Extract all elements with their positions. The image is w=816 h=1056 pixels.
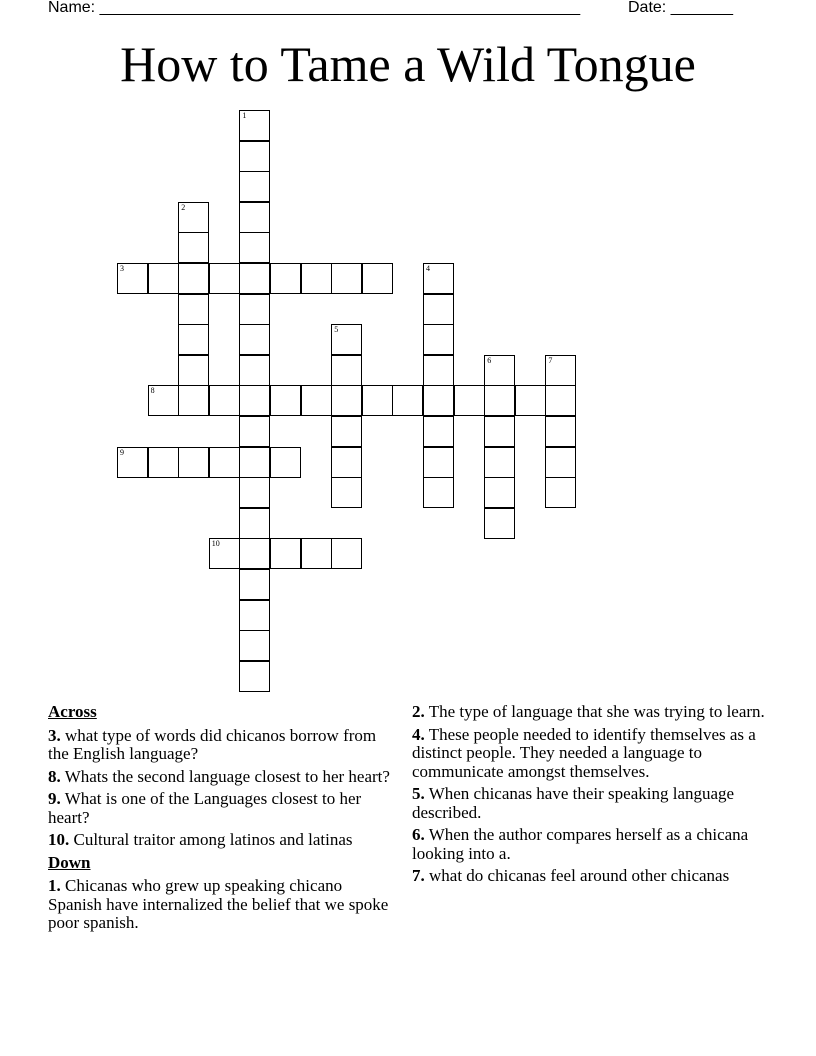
clue-across-8: 8. Whats the second language closest to her heart?: [48, 766, 390, 786]
crossword-cell[interactable]: [239, 324, 270, 355]
clue-number: 9: [120, 447, 124, 457]
crossword-cell[interactable]: [239, 141, 270, 172]
clue-across-10: 10. Cultural traitor among latinos and latinas: [48, 830, 353, 849]
clue-number: 3: [120, 264, 124, 273]
crossword-cell[interactable]: [545, 355, 576, 386]
crossword-cell[interactable]: [484, 447, 515, 478]
crossword-cell[interactable]: [484, 508, 515, 539]
down-heading: Down: [48, 852, 91, 872]
crossword-cell[interactable]: [148, 385, 179, 416]
clues-left-column: [48, 703, 398, 937]
crossword-cell[interactable]: [117, 447, 148, 478]
crossword-cell[interactable]: [423, 355, 454, 386]
crossword-cell[interactable]: [484, 355, 515, 386]
clue-number: 10: [211, 539, 220, 549]
crossword-cell[interactable]: [331, 385, 362, 416]
crossword-cell[interactable]: [423, 385, 454, 416]
crossword-cell[interactable]: [239, 477, 270, 508]
crossword-cell[interactable]: [362, 385, 393, 416]
crossword-cell[interactable]: [178, 232, 209, 263]
crossword-cell[interactable]: [239, 355, 270, 386]
clue-down-7: 7. what do chicanas feel around other chicanas: [412, 866, 730, 885]
crossword-cell[interactable]: [117, 263, 148, 294]
crossword-cell[interactable]: [239, 171, 270, 202]
clue-down-1: 1. Chicanas who grew up speaking chicano Spanish have internalized the belief that we spoke poor spanish.: [48, 876, 389, 932]
crossword-cell[interactable]: [209, 385, 240, 416]
crossword-cell[interactable]: [515, 385, 546, 416]
crossword-cell[interactable]: [239, 508, 270, 539]
crossword-cell[interactable]: [423, 416, 454, 447]
crossword-cell[interactable]: [301, 385, 332, 416]
clue-number: 7: [548, 355, 553, 365]
crossword-cell[interactable]: [239, 294, 270, 325]
crossword-cell[interactable]: [423, 324, 454, 355]
crossword-cell[interactable]: [209, 447, 240, 478]
clue-number: 4: [426, 264, 430, 273]
crossword-cell[interactable]: [545, 447, 576, 478]
across-heading: Across: [48, 702, 97, 721]
crossword-cell[interactable]: [301, 263, 332, 294]
crossword-cell[interactable]: [270, 447, 301, 478]
crossword-cell[interactable]: [545, 385, 576, 416]
crossword-cell[interactable]: [178, 355, 209, 386]
crossword-cell[interactable]: [545, 477, 576, 508]
crossword-cell[interactable]: [239, 202, 270, 233]
crossword-cell[interactable]: [454, 385, 485, 416]
crossword-cell[interactable]: [178, 294, 209, 325]
crossword-cell[interactable]: [239, 110, 270, 141]
crossword-cell[interactable]: [423, 263, 454, 294]
crossword-cell[interactable]: [484, 385, 515, 416]
crossword-cell[interactable]: [178, 447, 209, 478]
crossword-cell[interactable]: [239, 569, 270, 600]
crossword-cell[interactable]: [270, 538, 301, 569]
clue-across-9: 9. What is one of the Languages closest to her heart?: [48, 789, 362, 827]
crossword-cell[interactable]: [178, 202, 209, 233]
crossword-cell[interactable]: [239, 263, 270, 294]
crossword-cell[interactable]: [331, 477, 362, 508]
crossword-cell[interactable]: [270, 385, 301, 416]
crossword-cell[interactable]: [301, 538, 332, 569]
date-field[interactable]: Date: _______: [628, 0, 733, 16]
clue-down-5: 5. When chicanas have their speaking language described.: [412, 784, 735, 822]
crossword-cell[interactable]: [178, 263, 209, 294]
clue-down-6: 6. When the author compares herself as a chicana looking into a.: [412, 825, 749, 863]
clues-right-column: [412, 703, 772, 890]
crossword-cell[interactable]: [270, 263, 301, 294]
crossword-cell[interactable]: [239, 447, 270, 478]
crossword-cell[interactable]: [331, 355, 362, 386]
crossword-cell[interactable]: [239, 661, 270, 692]
clue-number: 6: [487, 355, 492, 365]
crossword-cell[interactable]: [392, 385, 423, 416]
crossword-cell[interactable]: [209, 263, 240, 294]
crossword-cell[interactable]: [148, 447, 179, 478]
crossword-cell[interactable]: [331, 538, 362, 569]
crossword-cell[interactable]: [331, 447, 362, 478]
clue-across-3: 3. what type of words did chicanos borrow from the English language?: [48, 725, 377, 763]
crossword-cell[interactable]: [178, 324, 209, 355]
clue-down-2: 2. The type of language that she was trying to learn.: [412, 702, 765, 721]
page-title: How to Tame a Wild Tongue: [120, 36, 696, 92]
crossword-cell[interactable]: [209, 538, 240, 569]
crossword-cell[interactable]: [545, 416, 576, 447]
clue-number: 1: [242, 111, 247, 120]
crossword-cell[interactable]: [148, 263, 179, 294]
crossword-cell[interactable]: [331, 416, 362, 447]
clue-number: 2: [181, 202, 186, 212]
crossword-cell[interactable]: [239, 232, 270, 263]
crossword-cell[interactable]: [362, 263, 393, 294]
clue-number: 8: [150, 386, 155, 396]
clue-number: 5: [334, 325, 339, 335]
clue-down-4: 4. These people needed to identify themselves as a distinct people. They needed a language to communicate amongst themselves.: [412, 724, 756, 781]
crossword-cell[interactable]: [239, 385, 270, 416]
crossword-cell[interactable]: [239, 416, 270, 447]
crossword-cell[interactable]: [239, 630, 270, 661]
crossword-cell[interactable]: [423, 477, 454, 508]
crossword-cell[interactable]: [239, 600, 270, 631]
crossword-cell[interactable]: [484, 416, 515, 447]
crossword-cell[interactable]: [178, 385, 209, 416]
crossword-cell[interactable]: [331, 324, 362, 355]
crossword-cell[interactable]: [484, 477, 515, 508]
name-field[interactable]: Name: ______________________________________________________: [48, 0, 581, 16]
crossword-cell[interactable]: [239, 538, 270, 569]
crossword-cell[interactable]: [423, 447, 454, 478]
crossword-cell[interactable]: [423, 294, 454, 325]
crossword-cell[interactable]: [331, 263, 362, 294]
